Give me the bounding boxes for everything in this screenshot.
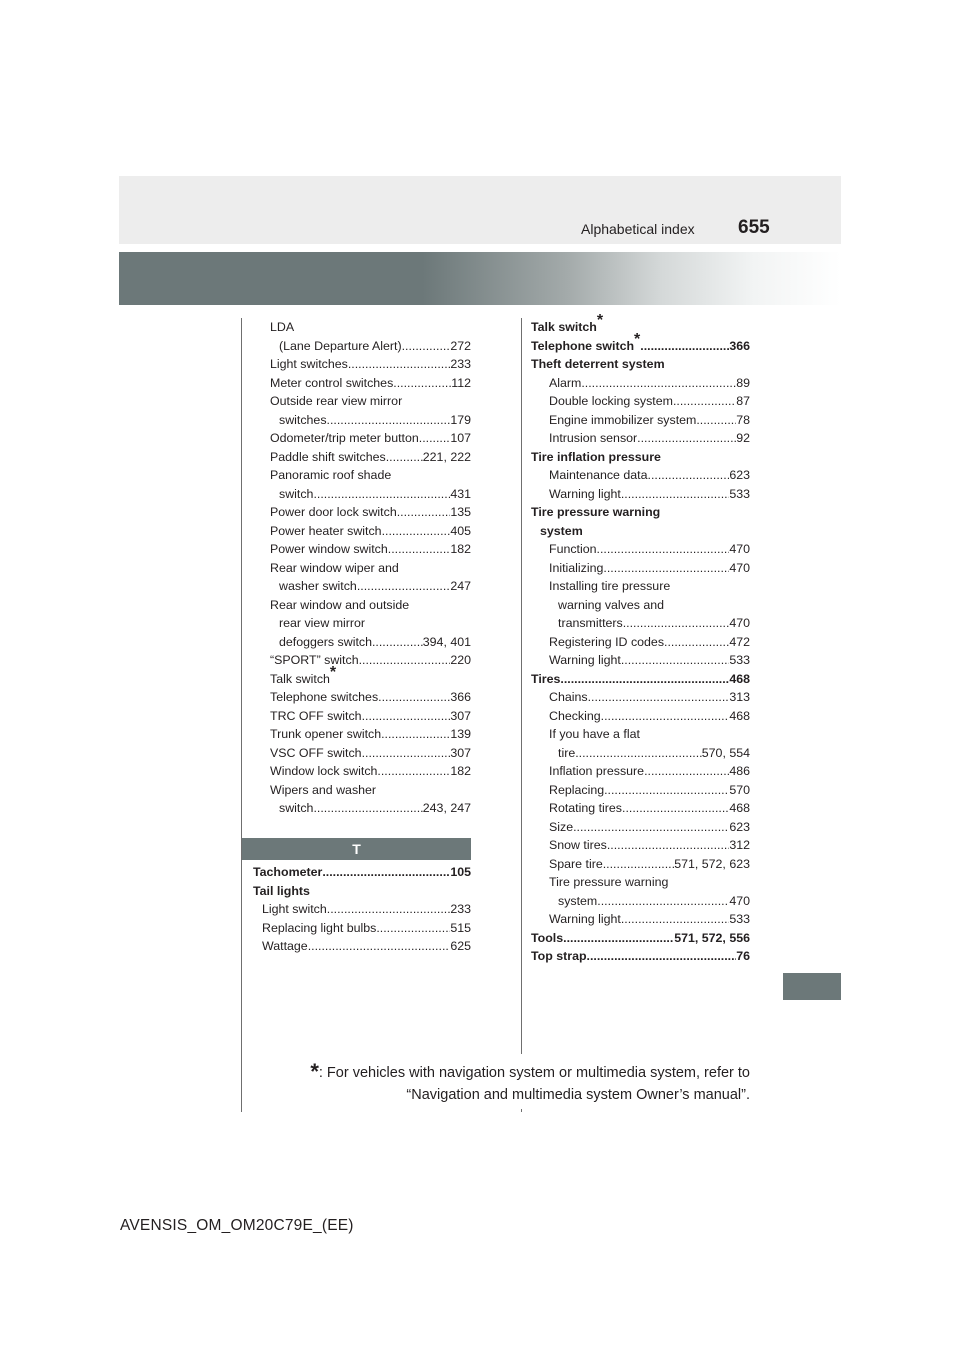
- index-entry: [531, 762, 750, 781]
- entry-term: Tire pressure warning: [549, 875, 669, 889]
- dot-leader: [673, 392, 736, 411]
- dot-leader: [640, 337, 729, 356]
- index-entry: [270, 466, 471, 485]
- index-entry: [531, 707, 750, 726]
- page-reference[interactable]: 470: [729, 893, 750, 908]
- index-entry: [270, 337, 471, 356]
- footnote-marker: *: [329, 663, 337, 681]
- index-entry: [270, 799, 471, 818]
- dot-leader: [378, 688, 450, 707]
- page-reference[interactable]: 470: [729, 542, 750, 556]
- index-entry: [270, 448, 471, 467]
- dot-leader: [419, 429, 451, 448]
- index-entry: [531, 577, 750, 596]
- dot-leader: [587, 947, 737, 966]
- entry-term: Panoramic roof shade: [270, 468, 392, 482]
- dot-leader: [327, 411, 451, 430]
- index-entry: [531, 522, 750, 541]
- index-entry: [270, 559, 471, 578]
- entry-term: Snow tires: [549, 838, 607, 852]
- index-entry: [531, 633, 750, 652]
- index-entry: [531, 559, 750, 578]
- dot-leader: [393, 374, 451, 393]
- entry-term: switch: [279, 801, 314, 815]
- entry-term: Chains: [549, 690, 588, 704]
- index-entry: [531, 448, 750, 467]
- index-entry: [270, 725, 471, 744]
- index-entry: [270, 540, 471, 559]
- index-entry: [531, 330, 750, 356]
- entry-term: Theft deterrent system: [531, 357, 665, 371]
- dot-leader: [381, 725, 450, 744]
- entry-term: switch: [279, 486, 314, 501]
- footnote-line-2: “Navigation and multimedia system Owner’s manual”.: [406, 1087, 750, 1103]
- footnote-line-1: : For vehicles with navigation system or multimedia system, refer to: [318, 1065, 750, 1081]
- page-reference[interactable]: 182: [450, 542, 471, 556]
- entry-term: Talk switch*: [270, 663, 337, 686]
- dot-leader: [563, 929, 674, 948]
- dot-leader: [603, 855, 674, 874]
- page-reference[interactable]: 470: [729, 616, 750, 630]
- entry-term: warning valves and: [558, 597, 665, 612]
- dot-leader: [388, 540, 451, 559]
- dot-leader: [397, 503, 451, 522]
- index-entry: [531, 892, 750, 911]
- index-entry: [270, 596, 471, 615]
- index-entry: [531, 374, 750, 393]
- index-entry: [270, 318, 471, 337]
- entry-term: Telephone switches: [270, 690, 379, 704]
- dot-leader: [648, 466, 730, 485]
- entry-term: Odometer/trip meter button: [270, 431, 419, 445]
- page-reference[interactable]: 89: [736, 375, 750, 390]
- index-entry: [270, 663, 471, 689]
- dot-leader: [696, 411, 736, 430]
- index-entry: [531, 744, 750, 763]
- index-entry: [531, 855, 750, 874]
- chapter-tab[interactable]: [783, 973, 841, 1000]
- index-entry: [531, 725, 750, 744]
- page-reference[interactable]: 533: [729, 653, 750, 667]
- entry-term: Inflation pressure: [549, 764, 645, 778]
- index-entry: [531, 651, 750, 670]
- page-reference[interactable]: 243, 247: [422, 801, 471, 815]
- index-entry: [270, 411, 471, 430]
- entry-term: Trunk opener switch: [270, 727, 382, 741]
- column-divider-left: [241, 318, 242, 1112]
- entry-term: Registering ID codes: [549, 634, 665, 649]
- entry-term: Talk switch*: [531, 312, 604, 334]
- page-reference[interactable]: 468: [729, 708, 750, 723]
- page-reference[interactable]: 233: [450, 902, 471, 916]
- header-band: [119, 176, 841, 244]
- entry-term: Window lock switch: [270, 764, 378, 778]
- dot-leader: [621, 651, 729, 670]
- entry-term: Tire inflation pressure: [531, 449, 661, 464]
- dot-leader: [313, 799, 422, 818]
- index-entry: [531, 818, 750, 837]
- manual-id: AVENSIS_OM_OM20C79E_(EE): [120, 1217, 354, 1234]
- entry-term: Wattage: [262, 939, 308, 953]
- entry-term: Engine immobilizer system: [549, 412, 697, 427]
- page-reference[interactable]: 468: [729, 671, 750, 686]
- index-entry: [270, 374, 471, 393]
- entry-term: Tools: [531, 930, 564, 945]
- page-number: 655: [738, 217, 770, 238]
- entry-term: Alarm: [549, 375, 582, 390]
- index-entry: [270, 781, 471, 800]
- page-reference[interactable]: 468: [729, 801, 750, 815]
- entry-term: rear view mirror: [279, 616, 366, 630]
- entry-term: Tires: [531, 671, 561, 686]
- entry-term: If you have a flat: [549, 727, 640, 741]
- dot-leader: [597, 540, 730, 559]
- entry-term: Warning light: [549, 486, 621, 501]
- dot-leader: [376, 919, 450, 938]
- index-entry: [531, 429, 750, 448]
- column-divider-tick: [521, 1109, 522, 1112]
- dot-leader: [357, 577, 451, 596]
- dot-leader: [622, 799, 729, 818]
- index-column-2: [253, 863, 471, 956]
- entry-term: Warning light: [549, 912, 621, 926]
- page-reference[interactable]: 366: [450, 690, 471, 704]
- index-entry: [270, 633, 471, 652]
- page-reference[interactable]: 220: [450, 653, 471, 667]
- entry-term: defoggers switch: [279, 634, 372, 649]
- dot-leader: [322, 863, 450, 882]
- index-entry: [253, 882, 471, 901]
- dot-leader: [623, 614, 730, 633]
- index-entry: [531, 485, 750, 504]
- page-reference[interactable]: 571, 572, 623: [674, 856, 750, 871]
- page-reference[interactable]: 533: [729, 486, 750, 501]
- page-reference[interactable]: 366: [729, 338, 750, 353]
- index-entry: [270, 392, 471, 411]
- index-entry: [531, 411, 750, 430]
- page-reference[interactable]: 394, 401: [422, 634, 471, 649]
- index-entry: [270, 651, 471, 670]
- index-entry: [270, 577, 471, 596]
- entry-term: Light switch: [262, 902, 327, 916]
- dot-leader: [588, 688, 730, 707]
- page-reference[interactable]: 92: [736, 431, 750, 445]
- page-reference[interactable]: 625: [450, 939, 471, 953]
- index-entry: [253, 937, 471, 956]
- page-reference[interactable]: 470: [729, 560, 750, 575]
- footnote-marker: *: [596, 312, 604, 329]
- dot-leader: [664, 633, 729, 652]
- page-reference[interactable]: 272: [450, 338, 471, 353]
- index-entry: [270, 522, 471, 541]
- entry-term: Wipers and washer: [270, 782, 377, 797]
- dot-leader: [601, 707, 730, 726]
- index-entry: [531, 355, 750, 374]
- dot-leader: [604, 781, 729, 800]
- index-entry: [253, 863, 471, 882]
- index-entry: [531, 947, 750, 966]
- entry-term: Intrusion sensor: [549, 431, 638, 445]
- dot-leader: [362, 707, 451, 726]
- footnote-star: *: [310, 1059, 319, 1084]
- page-reference[interactable]: 76: [736, 949, 750, 963]
- page-reference[interactable]: 221, 222: [422, 449, 471, 464]
- dot-leader: [313, 485, 450, 504]
- index-entry: [531, 799, 750, 818]
- page-reference[interactable]: 472: [729, 634, 750, 649]
- entry-term: washer switch: [279, 579, 357, 593]
- index-entry: [531, 540, 750, 559]
- entry-term: system: [558, 893, 598, 908]
- entry-term: Warning light: [549, 653, 621, 667]
- section-title: Alphabetical index: [581, 221, 695, 237]
- dot-leader: [581, 374, 736, 393]
- dot-leader: [386, 448, 423, 467]
- page-reference[interactable]: 78: [736, 412, 750, 427]
- page-reference[interactable]: 105: [450, 865, 471, 879]
- page-reference[interactable]: 307: [450, 745, 471, 760]
- entry-term: Outside rear view mirror: [270, 394, 403, 408]
- index-entry: [531, 466, 750, 485]
- index-entry: [270, 429, 471, 448]
- index-entry: [270, 503, 471, 522]
- entry-term: Checking: [549, 708, 601, 723]
- dot-leader: [597, 892, 729, 911]
- entry-term: switches: [279, 412, 327, 427]
- footnote-marker: *: [634, 330, 641, 348]
- entry-term: Rear window wiper and: [270, 560, 399, 575]
- entry-term: Maintenance data: [549, 468, 648, 482]
- index-entry: [531, 910, 750, 929]
- page-reference[interactable]: 431: [450, 486, 471, 501]
- page-reference[interactable]: 312: [729, 838, 750, 852]
- page-reference[interactable]: 247: [450, 579, 471, 593]
- index-column-3: [531, 312, 750, 966]
- page-reference[interactable]: 233: [450, 357, 471, 371]
- dot-leader: [348, 355, 450, 374]
- entry-term: transmitters: [558, 616, 623, 630]
- entry-term: (Lane Departure Alert): [279, 338, 402, 353]
- entry-term: Tire pressure warning: [531, 505, 661, 519]
- dot-leader: [308, 937, 451, 956]
- entry-term: Rotating tires: [549, 801, 623, 815]
- entry-term: Rear window and outside: [270, 597, 410, 612]
- index-entry: [270, 707, 471, 726]
- index-entry: [531, 392, 750, 411]
- dot-leader: [644, 762, 729, 781]
- dot-leader: [637, 429, 736, 448]
- dot-leader: [575, 744, 702, 763]
- index-column-1: [270, 318, 471, 818]
- dot-leader: [621, 485, 729, 504]
- section-letter-header: T: [242, 838, 471, 860]
- dot-leader: [362, 744, 451, 763]
- dot-leader: [621, 910, 729, 929]
- index-entry: [531, 596, 750, 615]
- entry-term: Initializing: [549, 560, 604, 575]
- page-reference[interactable]: 486: [729, 764, 750, 778]
- entry-term: Paddle shift switches: [270, 449, 386, 464]
- page-reference[interactable]: 570: [729, 782, 750, 797]
- entry-term: Top strap: [531, 949, 587, 963]
- index-entry: [531, 688, 750, 707]
- page-reference[interactable]: 313: [729, 690, 750, 704]
- entry-term: TRC OFF switch: [270, 708, 362, 723]
- index-entry: [531, 614, 750, 633]
- index-entry: [531, 670, 750, 689]
- entry-term: Replacing light bulbs: [262, 920, 377, 935]
- entry-term: VSC OFF switch: [270, 745, 362, 760]
- page-reference[interactable]: 623: [729, 819, 750, 834]
- index-entry: [270, 614, 471, 633]
- entry-term: tire: [558, 745, 576, 760]
- column-divider-center: [521, 318, 522, 1054]
- dot-leader: [327, 900, 451, 919]
- page-reference[interactable]: 107: [450, 431, 471, 445]
- index-entry: [531, 503, 750, 522]
- index-entry: [531, 781, 750, 800]
- entry-term: Size: [549, 819, 574, 834]
- index-entry: [270, 744, 471, 763]
- entry-term: Meter control switches: [270, 375, 394, 390]
- entry-term: Function: [549, 542, 597, 556]
- index-entry: [270, 762, 471, 781]
- page-reference[interactable]: 179: [450, 412, 471, 427]
- page-reference[interactable]: 112: [451, 375, 471, 390]
- dot-leader: [573, 818, 729, 837]
- page-reference[interactable]: 307: [450, 708, 471, 723]
- entry-term: Power window switch: [270, 542, 388, 556]
- index-entry: [253, 919, 471, 938]
- header-gradient-bar: [119, 252, 841, 305]
- entry-term: Power heater switch: [270, 523, 382, 538]
- entry-term: LDA: [270, 320, 295, 334]
- page-reference[interactable]: 139: [450, 727, 471, 741]
- dot-leader: [560, 670, 729, 689]
- dot-leader: [402, 337, 451, 356]
- entry-term: Power door lock switch: [270, 505, 397, 519]
- entry-term: Telephone switch*: [531, 330, 641, 353]
- index-entry: [531, 873, 750, 892]
- dot-leader: [603, 559, 729, 578]
- entry-term: Spare tire: [549, 856, 603, 871]
- dot-leader: [377, 762, 450, 781]
- index-entry: [270, 485, 471, 504]
- entry-term: Double locking system: [549, 394, 673, 408]
- footnote: [260, 1061, 750, 1106]
- entry-term: Replacing: [549, 782, 605, 797]
- page-reference[interactable]: 623: [729, 468, 750, 482]
- dot-leader: [372, 633, 423, 652]
- index-entry: [531, 836, 750, 855]
- page-reference[interactable]: 135: [450, 505, 471, 519]
- page-reference[interactable]: 533: [729, 912, 750, 926]
- page-reference[interactable]: 515: [450, 920, 471, 935]
- index-entry: [270, 355, 471, 374]
- entry-term: system: [540, 523, 583, 538]
- index-entry: [270, 688, 471, 707]
- page-reference[interactable]: 182: [450, 764, 471, 778]
- index-entry: [531, 312, 750, 337]
- index-entry: [531, 929, 750, 948]
- page-reference[interactable]: 571, 572, 556: [674, 930, 750, 945]
- dot-leader: [359, 651, 451, 670]
- entry-term: Installing tire pressure: [549, 579, 671, 593]
- entry-term: Tail lights: [253, 883, 310, 898]
- page-reference[interactable]: 570, 554: [701, 745, 750, 760]
- dot-leader: [382, 522, 451, 541]
- entry-term: Light switches: [270, 357, 348, 371]
- entry-term: Tachometer: [253, 865, 323, 879]
- dot-leader: [607, 836, 729, 855]
- page-reference[interactable]: 87: [736, 394, 750, 408]
- index-entry: [253, 900, 471, 919]
- page-reference[interactable]: 405: [450, 523, 471, 538]
- entry-term: “SPORT” switch: [270, 653, 359, 667]
